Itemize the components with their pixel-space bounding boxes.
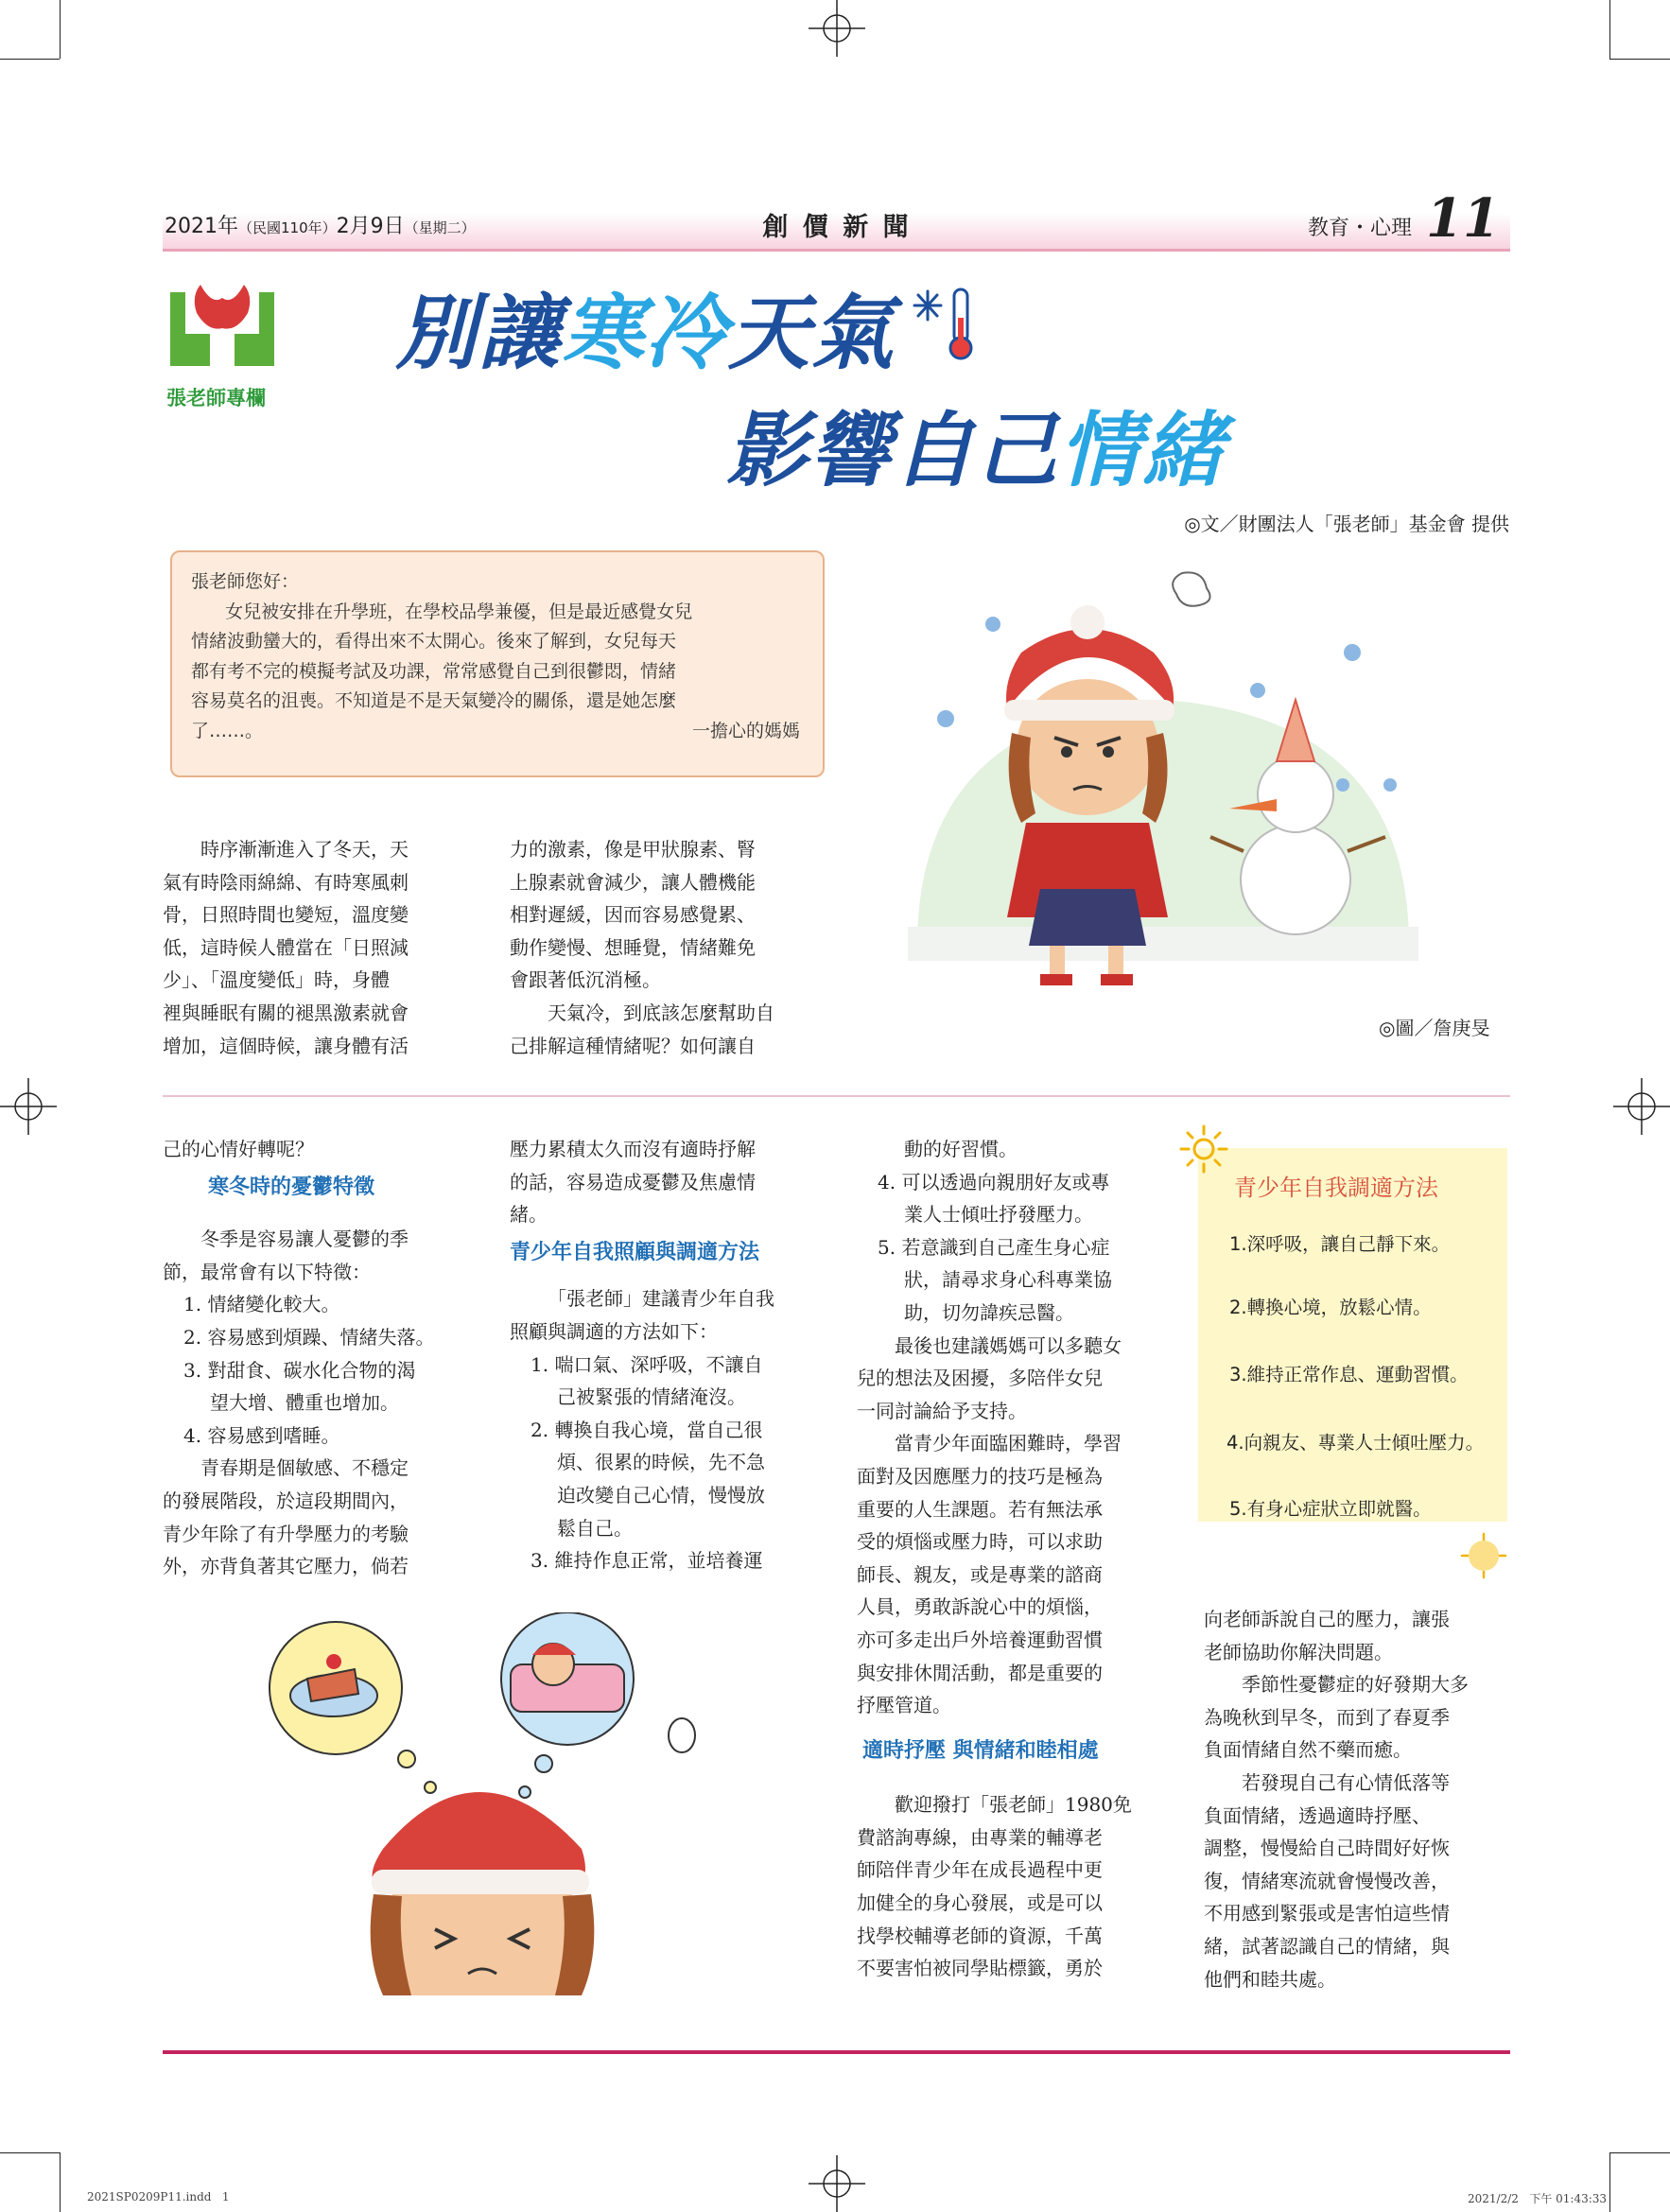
bottom-rule — [163, 2050, 1510, 2054]
body-column-2 — [510, 1133, 822, 1577]
illustration-sad-girl — [260, 1612, 723, 1995]
registration-mark — [0, 1078, 57, 1135]
date-month-day: 2月9日 — [336, 215, 405, 238]
text-line: 季節性憂鬱症的好發期大多 — [1242, 1673, 1469, 1697]
text-line: 向老師訴說自己的壓力，讓張 — [1204, 1608, 1450, 1630]
text-line: 緒，試著認識自己的情緒，與 — [1204, 1934, 1450, 1958]
text-line: 上腺素就會減少，讓人體機能 — [510, 870, 756, 894]
text-line: 他們和睦共處。 — [1204, 1967, 1336, 1991]
body-column-3 — [857, 1133, 1169, 1985]
text-line: 負面情緒自然不藥而癒。 — [1204, 1738, 1412, 1762]
letter-line: 女兒被安排在升學班，在學校品學兼優，但是最近感覺女兒 — [225, 601, 693, 622]
text-line: 當青少年面臨困難時，學習 — [895, 1432, 1122, 1455]
registration-mark — [1613, 1078, 1670, 1135]
illustration-girl-snowman — [898, 567, 1428, 1002]
article-credit: ◎文／財團法人「張老師」基金會 提供 — [1184, 513, 1509, 535]
text-line: 照顧與調適的方法如下： — [510, 1319, 718, 1343]
registration-mark — [809, 2155, 865, 2212]
list-item: 煩、很累的時候，先不急 — [557, 1451, 765, 1474]
text-line: 調整，慢慢給自己時間好好恢 — [1204, 1837, 1450, 1860]
text-line: 兒的想法及困擾，多陪伴女兒 — [857, 1367, 1103, 1390]
section-heading: 適時抒壓 與情緒和睦相處 — [862, 1738, 1099, 1763]
text-line: 壓力累積太久而沒有適時抒解 — [510, 1138, 756, 1160]
date-year: 2021年 — [165, 215, 238, 238]
text-line: 負面情緒，透過適時抒壓、 — [1204, 1803, 1431, 1827]
title-seg: 別讓 — [395, 287, 562, 381]
text-line: 找學校輔導老師的資源，千萬 — [857, 1924, 1103, 1947]
page-number: 11 — [1426, 187, 1500, 250]
section-divider — [163, 1095, 1510, 1097]
list-item: 3. 對甜食、碳水化合物的渴 — [183, 1358, 416, 1382]
letter-last-row — [191, 717, 806, 747]
date-roc: （民國110年） — [238, 219, 337, 236]
letter-greeting: 張老師您好： — [191, 571, 300, 592]
crop-mark — [0, 59, 60, 60]
text-line: 抒壓管道。 — [857, 1694, 951, 1717]
list-item: 2. 容易感到煩躁、情緒失落。 — [183, 1325, 435, 1349]
list-item: 動的好習慣。 — [904, 1138, 1018, 1160]
text-line: 人員，勇敢訴說心中的煩惱， — [857, 1595, 1103, 1619]
list-item: 2. 轉換自我心境，當自己很 — [531, 1418, 763, 1441]
text-line: 節，最常會有以下特徵： — [163, 1260, 371, 1283]
tip-item: 4.向親友、專業人士傾吐壓力。 — [1226, 1432, 1485, 1454]
list-item: 望大增、體重也增加。 — [210, 1391, 399, 1415]
crop-mark — [60, 0, 61, 59]
list-item: 助，切勿諱疾忌醫。 — [904, 1300, 1074, 1324]
header-date — [165, 210, 476, 239]
text-line: 青少年除了有升學壓力的考驗 — [163, 1522, 409, 1545]
list-item: 1. 喘口氣、深呼吸，不讓自 — [531, 1352, 763, 1376]
text-line: 裡與睡眠有關的褪黑激素就會 — [163, 1001, 409, 1024]
text-line: 歡迎撥打「張老師」1980免 — [895, 1793, 1132, 1817]
list-item: 3. 維持作息正常，並培養運 — [531, 1549, 763, 1573]
list-item: 己被緊張的情緒淹沒。 — [557, 1385, 746, 1409]
registration-mark — [809, 0, 865, 57]
text-line: 青春期是個敏感、不穩定 — [200, 1456, 409, 1480]
text-line: 不要害怕被同學貼標籤，勇於 — [857, 1957, 1103, 1980]
text-line: 氣有時陰雨綿綿、有時寒風刺 — [163, 870, 409, 894]
body-column-1 — [163, 1133, 475, 1583]
sun-icon — [1460, 1532, 1507, 1579]
timestamp-slug: 2021/2/2 下午 01:43:33 — [1468, 2192, 1608, 2205]
section-name: 教育・心理 — [1308, 217, 1413, 240]
letter-line: 情緒波動蠻大的，看得出來不太開心。後來了解到，女兒每天 — [191, 631, 677, 652]
text-line: 老師協助你解決問題。 — [1204, 1640, 1393, 1663]
text-line: 天氣冷，到底該怎麼幫助自 — [548, 1001, 774, 1024]
letter-line: 了……。 — [191, 720, 264, 741]
text-line: 師陪伴青少年在成長過程中更 — [857, 1858, 1103, 1882]
crop-mark — [0, 2152, 60, 2153]
crop-mark — [1609, 0, 1610, 59]
text-line: 緒。 — [510, 1203, 548, 1227]
crop-mark — [60, 2152, 61, 2212]
list-item: 迫改變自己心情，慢慢放 — [557, 1483, 765, 1507]
text-line: 動作變慢、想睡覺，情緒難免 — [510, 935, 756, 959]
tip-item: 5.有身心症狀立即就醫。 — [1229, 1498, 1432, 1520]
text-line: 骨，日照時間也變短，溫度變 — [163, 903, 409, 927]
title-seg: 寒冷 — [562, 287, 728, 381]
crop-mark — [1609, 59, 1670, 60]
text-line: 為晚秋到早冬，而到了春夏季 — [1204, 1705, 1450, 1729]
list-item: 鬆自己。 — [557, 1516, 633, 1540]
tips-title: 青少年自我調適方法 — [1234, 1175, 1438, 1201]
header-rule — [163, 249, 1510, 252]
date-weekday: （星期二） — [404, 219, 476, 236]
text-line: 最後也建議媽媽可以多聽女 — [895, 1333, 1122, 1357]
text-line: 的發展階段，於這段期間內， — [163, 1489, 409, 1512]
logo-caption: 張老師專欄 — [166, 387, 266, 409]
title-line-2 — [726, 385, 1226, 502]
text-line: 力的激素，像是甲狀腺素、腎 — [510, 838, 756, 861]
text-line: 師長、親友，或是專業的諮商 — [857, 1562, 1103, 1586]
list-item: 業人士傾吐抒發壓力。 — [904, 1203, 1093, 1227]
thermometer-icon — [911, 284, 986, 363]
text-line: 時序漸漸進入了冬天，天 — [200, 838, 409, 861]
text-line: 己排解這種情緒呢？如何讓自 — [510, 1034, 756, 1057]
text-line: 低，這時候人體當在「日照減 — [163, 935, 409, 959]
text-line: 會跟著低沉消極。 — [510, 968, 661, 992]
text-line: 己的心情好轉呢？ — [163, 1138, 314, 1160]
tip-item: 1.深呼吸，讓自己靜下來。 — [1229, 1233, 1451, 1255]
tip-item: 3.維持正常作息、運動習慣。 — [1229, 1364, 1469, 1385]
paper-name: 創 價 新 聞 — [762, 213, 912, 242]
body-column-4 — [1204, 1603, 1516, 1995]
list-item: 5. 若意識到自己產生身心症 — [878, 1235, 1110, 1259]
text-line: 復，情緒寒流就會慢慢改善， — [1204, 1869, 1450, 1892]
list-item: 1. 情緒變化較大。 — [183, 1293, 340, 1316]
letter-signature: 一擔心的媽媽 — [691, 720, 800, 741]
title-seg: 情緒 — [1059, 404, 1226, 498]
text-line: 亦可多走出戶外培養運動習慣 — [857, 1628, 1103, 1651]
text-line: 若發現自己有心情低落等 — [1242, 1770, 1450, 1794]
intro-column-1 — [163, 833, 467, 1062]
tips-box — [1198, 1148, 1507, 1522]
text-line: 的話，容易造成憂鬱及焦慮情 — [510, 1170, 756, 1193]
text-line: 費諮詢專線，由專業的輔導老 — [857, 1825, 1103, 1849]
title-seg: 影響自己 — [726, 404, 1059, 498]
list-item: 4. 容易感到嗜睡。 — [183, 1423, 340, 1447]
text-line: 重要的人生課題。若有無法承 — [857, 1497, 1103, 1521]
crop-mark — [1609, 2152, 1670, 2153]
section-heading: 青少年自我照顧與調適方法 — [510, 1240, 760, 1264]
text-line: 受的煩惱或壓力時，可以求助 — [857, 1530, 1103, 1554]
list-item: 狀，請尋求身心科專業協 — [904, 1268, 1112, 1292]
list-item: 4. 可以透過向親朋好友或專 — [878, 1170, 1110, 1193]
section-heading: 寒冬時的憂鬱特徵 — [208, 1175, 375, 1199]
text-line: 相對遲緩，因而容易感覺累、 — [510, 903, 756, 927]
text-line: 增加，這個時候，讓身體有活 — [163, 1034, 409, 1057]
text-line: 與安排休閒活動，都是重要的 — [857, 1661, 1103, 1684]
text-line: 少」、「溫度變低」時，身體 — [163, 968, 390, 992]
letter-line: 容易莫名的沮喪。不知道是不是天氣變冷的關係，還是她怎麼 — [191, 690, 677, 711]
title-line-1 — [395, 268, 895, 385]
text-line: 冬季是容易讓人憂鬱的季 — [200, 1228, 409, 1251]
text-line: 面對及因應壓力的技巧是極為 — [857, 1464, 1103, 1488]
column-logo — [166, 277, 278, 372]
tip-item: 2.轉換心境，放鬆心情。 — [1229, 1297, 1432, 1318]
text-line: 外，亦背負著其它壓力，倘若 — [163, 1555, 409, 1578]
crop-mark — [1609, 2152, 1610, 2212]
reader-letter — [170, 550, 825, 777]
text-line: 「張老師」建議青少年自我 — [548, 1287, 774, 1311]
sun-icon — [1178, 1123, 1229, 1175]
file-slug: 2021SP0209P11.indd 1 — [87, 2190, 230, 2203]
text-line: 加健全的身心發展，或是可以 — [857, 1891, 1103, 1915]
text-line: 一同討論給予支持。 — [857, 1399, 1027, 1422]
text-line: 不用感到緊張或是害怕這些情 — [1204, 1902, 1450, 1925]
title-seg: 天氣 — [728, 287, 895, 381]
intro-column-2 — [510, 833, 814, 1062]
letter-line: 都有考不完的模擬考試及功課，常常感覺自己到很鬱悶，情緒 — [191, 660, 677, 682]
illustration-credit: ◎圖／詹庚旻 — [1379, 1017, 1490, 1039]
